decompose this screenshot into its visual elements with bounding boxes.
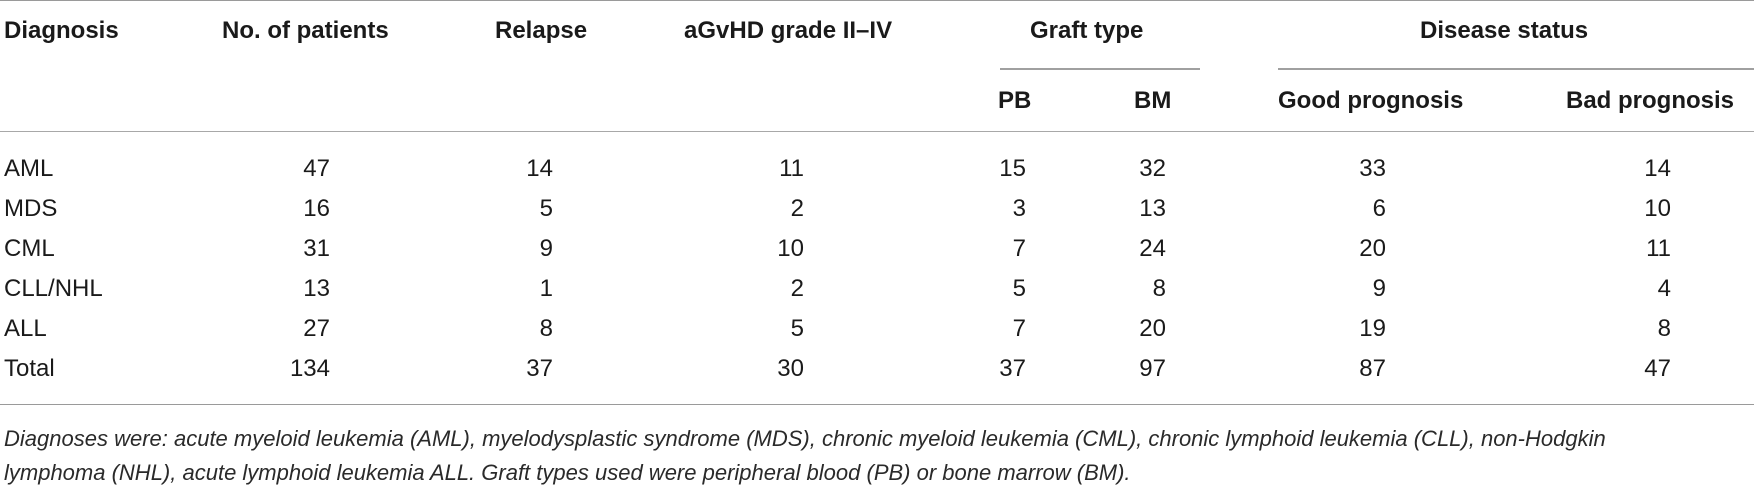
cell-diagnosis: ALL	[4, 315, 47, 342]
cell-good: 6	[1372, 195, 1386, 222]
header-bm: BM	[1134, 87, 1172, 114]
header-diagnosis: Diagnosis	[4, 17, 119, 44]
cell-pb: 7	[1012, 235, 1026, 262]
cell-bm: 13	[1139, 195, 1166, 222]
cell-diagnosis: CLL/NHL	[4, 275, 103, 302]
cell-relapse: 14	[526, 155, 553, 182]
cell-relapse: 8	[539, 315, 553, 342]
cell-relapse: 5	[539, 195, 553, 222]
cell-bad: 4	[1657, 275, 1671, 302]
cell-patients: 27	[303, 315, 330, 342]
header-no-of-patients: No. of patients	[222, 17, 389, 44]
header-agvhd: aGvHD grade II–IV	[684, 17, 893, 44]
header-good-prognosis: Good prognosis	[1278, 87, 1464, 114]
header-graft-type: Graft type	[1030, 17, 1144, 44]
cell-pb: 3	[1012, 195, 1026, 222]
cell-diagnosis: CML	[4, 235, 55, 262]
cell-good: 87	[1359, 355, 1386, 382]
cell-patients: 13	[303, 275, 330, 302]
cell-agvhd: 30	[777, 355, 804, 382]
header-bad-prognosis: Bad prognosis	[1566, 87, 1735, 114]
footnote-line-2: lymphoma (NHL), acute lymphoid leukemia ALL. Graft types used were peripheral blood (PB) or bone marrow (BM).	[4, 460, 1131, 485]
cell-pb: 15	[999, 155, 1026, 182]
header-disease-status: Disease status	[1420, 17, 1589, 44]
cell-bm: 24	[1139, 235, 1166, 262]
cell-good: 9	[1372, 275, 1386, 302]
cell-agvhd: 2	[790, 195, 804, 222]
cell-bad: 8	[1657, 315, 1671, 342]
footnote-line-1: Diagnoses were: acute myeloid leukemia (AML), myelodysplastic syndrome (MDS), chronic myeloid leukemia (CML), chronic lymphoid leukemia (CLL), non-Hodgkin	[4, 426, 1606, 451]
graft-type-span-rule	[1000, 68, 1200, 70]
cell-bad: 11	[1646, 235, 1671, 262]
cell-agvhd: 11	[779, 155, 804, 182]
cell-patients: 31	[303, 235, 330, 262]
table-bottom-rule	[0, 404, 1754, 405]
cell-relapse: 1	[539, 275, 553, 302]
cell-good: 19	[1359, 315, 1386, 342]
disease-status-span-rule	[1278, 68, 1754, 70]
cell-pb: 7	[1012, 315, 1026, 342]
cell-bad: 10	[1644, 195, 1671, 222]
cell-patients: 16	[303, 195, 330, 222]
cell-diagnosis: Total	[4, 355, 55, 382]
cell-relapse: 9	[539, 235, 553, 262]
cell-good: 33	[1359, 155, 1386, 182]
cell-relapse: 37	[526, 355, 553, 382]
cell-diagnosis: MDS	[4, 195, 58, 222]
cell-bm: 8	[1152, 275, 1166, 302]
cell-patients: 134	[289, 355, 330, 382]
cell-agvhd: 10	[777, 235, 804, 262]
header-pb: PB	[998, 87, 1032, 114]
cell-good: 20	[1359, 235, 1386, 262]
cell-diagnosis: AML	[4, 155, 54, 182]
cell-bm: 32	[1139, 155, 1166, 182]
cell-bad: 47	[1644, 355, 1671, 382]
table-top-rule	[0, 0, 1754, 1]
cell-bm: 20	[1139, 315, 1166, 342]
cell-agvhd: 2	[790, 275, 804, 302]
header-relapse: Relapse	[495, 17, 588, 44]
header-bottom-rule	[0, 131, 1754, 132]
cell-agvhd: 5	[790, 315, 804, 342]
cell-bm: 97	[1139, 355, 1166, 382]
cell-bad: 14	[1644, 155, 1671, 182]
cell-pb: 37	[999, 355, 1026, 382]
cell-patients: 47	[303, 155, 330, 182]
cell-pb: 5	[1012, 275, 1026, 302]
